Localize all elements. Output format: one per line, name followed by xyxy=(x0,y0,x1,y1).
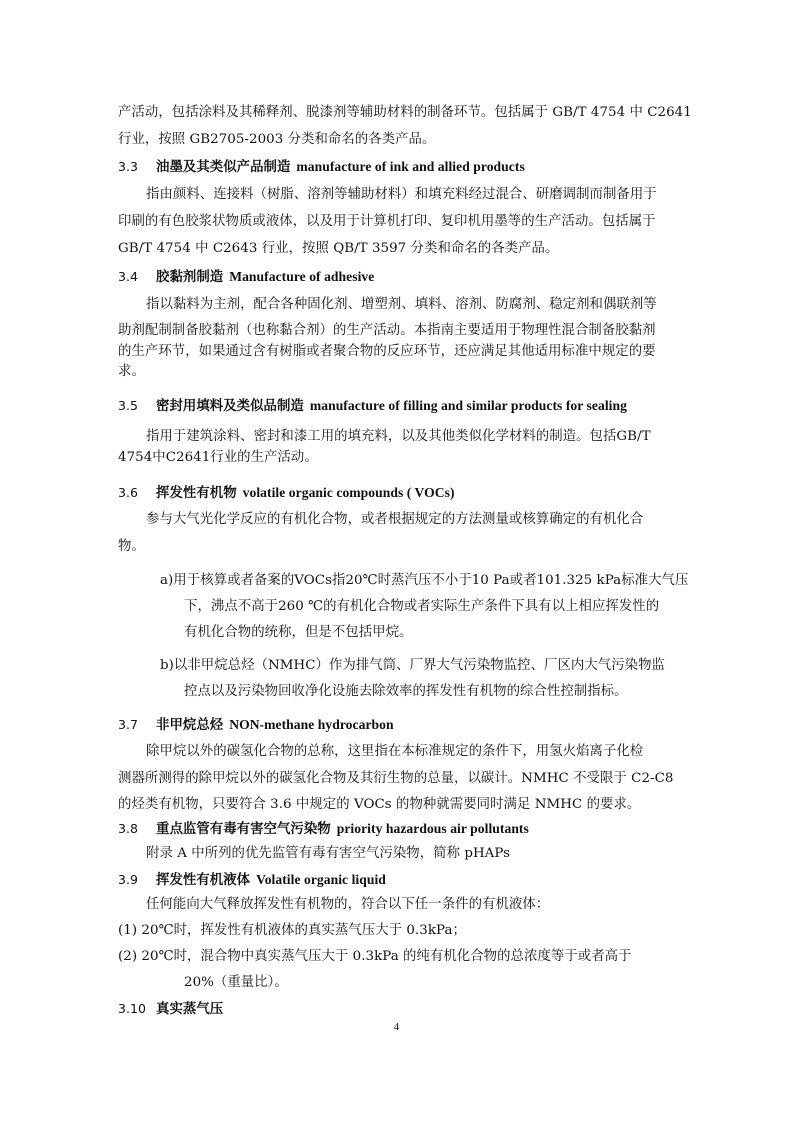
body-line: 产活动，包括涂料及其稀释剂、脱漆剂等辅助材料的制备环节。包括属于 GB/T 4754 中 C2641 xyxy=(118,105,692,120)
body-line: 4754中C2641行业的生产活动。 xyxy=(118,450,318,465)
body-line: GB/T 4754 中 C2643 行业，按照 QB/T 3597 分类和命名的各类产品。 xyxy=(118,241,559,256)
list-item-2-cont: 20%（重量比）。 xyxy=(184,975,288,990)
section-heading-3-8 xyxy=(118,820,529,839)
section-title-cn: 胶黏剂制造 xyxy=(156,270,224,285)
list-item-a-cont: 下，沸点不高于260 ℃的有机化合物或者实际生产条件下具有以上相应挥发性的 xyxy=(184,599,660,614)
section-title-en: Volatile organic liquid xyxy=(256,872,386,887)
section-heading-3-5 xyxy=(118,397,627,416)
section-heading-3-6 xyxy=(118,484,455,503)
section-title-en: manufacture of filling and similar products for sealing xyxy=(309,398,627,413)
list-item-a-cont: 有机化合物的统称，但是不包括甲烷。 xyxy=(184,625,413,640)
body-line: 参与大气光化学反应的有机化合物，或者根据规定的方法测量或核算确定的有机化合 xyxy=(146,512,644,527)
section-title-en: NON-methane hydrocarbon xyxy=(229,717,394,732)
page-number: 4 xyxy=(393,1021,400,1033)
section-heading-3-9 xyxy=(118,871,386,890)
section-number: 3.8 xyxy=(118,821,139,836)
section-title-cn: 挥发性有机液体 xyxy=(156,873,251,888)
body-line: 行业，按照 GB2705-2003 分类和命名的各类产品。 xyxy=(118,132,436,147)
section-number: 3.7 xyxy=(118,717,139,732)
list-item-1: (1) 20℃时，挥发性有机液体的真实蒸气压大于 0.3kPa； xyxy=(118,923,466,938)
section-number: 3.6 xyxy=(118,485,139,500)
section-title-en: Manufacture of adhesive xyxy=(229,269,375,284)
section-title-cn: 密封用填料及类似品制造 xyxy=(156,399,304,414)
list-item-b-cont: 控点以及污染物回收净化设施去除效率的挥发性有机物的综合性控制指标。 xyxy=(184,684,628,699)
section-heading-3-7 xyxy=(118,716,394,735)
section-title-en: priority hazardous air pollutants xyxy=(336,821,529,836)
list-item-b: b)以非甲烷总烃（NMHC）作为排气筒、厂界大气污染物监控、厂区内大气污染物监 xyxy=(160,658,665,673)
body-line: 指以黏料为主剂，配合各种固化剂、增塑剂、填料、溶剂、防腐剂、稳定剂和偶联剂等 xyxy=(146,297,657,312)
body-line: 的烃类有机物，只要符合 3.6 中规定的 VOCs 的物种就需要同时满足 NMHC 的要求。 xyxy=(118,797,641,812)
section-title-en: volatile organic compounds ( VOCs) xyxy=(242,485,455,500)
section-title-cn: 非甲烷总烃 xyxy=(156,718,224,733)
section-title-cn: 真实蒸气压 xyxy=(156,1002,224,1017)
body-line: 除甲烷以外的碳氢化合物的总称，这里指在本标准规定的条件下，用氢火焰离子化检 xyxy=(146,744,644,759)
body-line: 印刷的有色胶浆状物质或液体，以及用于计算机打印、复印机用墨等的生产活动。包括属于 xyxy=(118,214,656,229)
section-heading-3-4 xyxy=(118,268,374,287)
section-number: 3.4 xyxy=(118,269,139,284)
body-line: 任何能向大气释放挥发性有机物的，符合以下任一条件的有机液体： xyxy=(146,897,550,912)
section-heading-3-3 xyxy=(118,158,525,177)
section-number: 3.3 xyxy=(118,159,139,174)
body-line: 物。 xyxy=(118,539,145,554)
body-line: 的生产环节，如果通过含有树脂或者聚合物的反应环节，还应满足其他适用标准中规定的要 xyxy=(118,344,656,359)
body-line: 助剂配制制备胶黏剂（也称黏合剂）的生产活动。本指南主要适用于物理性混合制备胶黏剂 xyxy=(118,323,656,338)
section-number: 3.9 xyxy=(118,872,139,887)
body-line: 求。 xyxy=(118,364,145,379)
section-title-en: manufacture of ink and allied products xyxy=(296,159,525,174)
list-item-2: (2) 20℃时，混合物中真实蒸气压大于 0.3kPa 的纯有机化合物的总浓度等于或者高于 xyxy=(118,949,632,964)
body-line: 指用于建筑涂料、密封和漆工用的填充料，以及其他类似化学材料的制造。包括GB/T xyxy=(146,429,651,444)
section-title-cn: 挥发性有机物 xyxy=(156,486,237,501)
section-heading-3-10 xyxy=(118,1000,223,1019)
section-title-cn: 油墨及其类似产品制造 xyxy=(156,160,291,175)
body-line: 指由颜料、连接料（树脂、溶剂等辅助材料）和填充料经过混合、研磨调制而制备用于 xyxy=(146,187,657,202)
body-line: 测器所测得的除甲烷以外的碳氢化合物及其衍生物的总量，以碳计。NMHC 不受限于 C2-C8 xyxy=(118,771,674,786)
section-number: 3.5 xyxy=(118,398,139,413)
body-line: 附录 A 中所列的优先监管有毒有害空气污染物，简称 pHAPs xyxy=(146,846,511,861)
list-item-a: a)用于核算或者备案的VOCs指20℃时蒸汽压不小于10 Pa或者101.325 kPa标准大气压 xyxy=(160,573,689,588)
section-title-cn: 重点监管有毒有害空气污染物 xyxy=(156,822,331,837)
section-number: 3.10 xyxy=(118,1001,147,1016)
